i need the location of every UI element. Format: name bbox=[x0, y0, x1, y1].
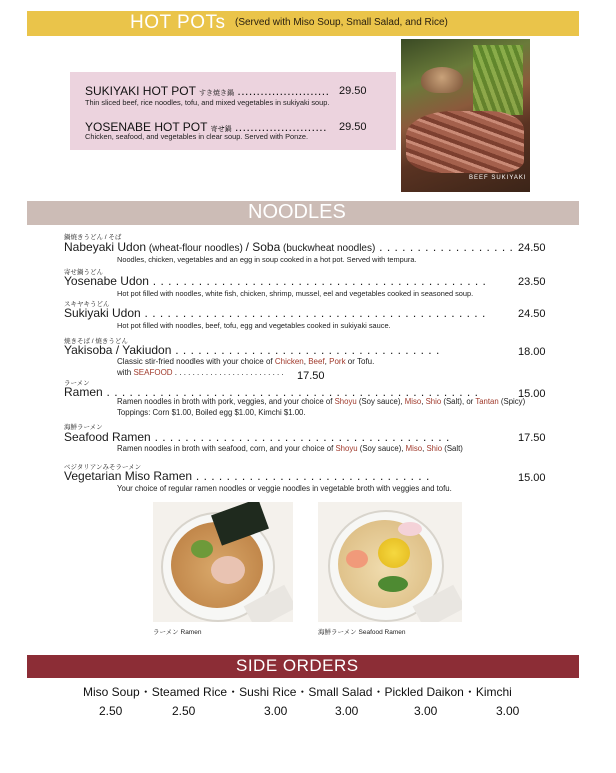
price-seafood-ramen: 17.50 bbox=[518, 432, 546, 444]
yakisoba-seafood-line bbox=[117, 368, 284, 377]
item-jp-sukiyaki: スキヤキうどん bbox=[64, 301, 110, 308]
option-seafood: SEAFOOD bbox=[133, 368, 173, 377]
leader-dots: . . . . . . . . . . . . . . . . . . . . . . . . . . . . . . . . . . . . . . . . . . . . bbox=[148, 274, 487, 288]
item-name: SUKIYAKI HOT POT bbox=[85, 84, 196, 98]
desc-vegetarian-ramen: Your choice of regular ramen noodles or veggie noodles in vegetable broth with veggies and tofu. bbox=[117, 484, 452, 493]
item-name: Ramen bbox=[64, 385, 103, 399]
hot-pots-title: HOT POTs bbox=[130, 12, 226, 33]
noodles-title: NOODLES bbox=[248, 201, 346, 223]
desc-text: Classic stir-fried noodles with your choice of bbox=[117, 357, 275, 366]
option-miso: Miso bbox=[404, 397, 422, 406]
item-jp-yosenabe: 寄せ鍋うどん bbox=[64, 269, 103, 276]
desc-yosenabe-hot-pot: Chicken, seafood, and vegetables in clear soup. Served with Ponze. bbox=[85, 132, 309, 141]
hot-pots-subtitle: (Served with Miso Soup, Small Salad, and Rice) bbox=[235, 17, 448, 28]
price-yakisoba: 18.00 bbox=[518, 346, 546, 358]
desc-sep: , bbox=[422, 444, 427, 453]
desc-yakisoba bbox=[117, 357, 374, 366]
price-yakisoba-seafood: 17.50 bbox=[297, 370, 325, 382]
photo-corn bbox=[378, 538, 410, 568]
photo-vegetables bbox=[473, 45, 523, 115]
seafood-ramen-photo bbox=[318, 502, 462, 622]
ramen-toppings: Toppings: Corn $1.00, Boiled egg $1.00, Kimchi $1.00. bbox=[117, 408, 306, 417]
item-name-soba: / Soba bbox=[245, 240, 281, 254]
leader-dots: . . . . . . . . . . . . . . . . . . . . . . . . . . . . . . . . . . . . . . . . . . . . . bbox=[140, 306, 486, 320]
item-jp-vegetarian-ramen: ベジタリアンみそラーメン bbox=[64, 464, 142, 471]
photo-chashu bbox=[211, 556, 245, 584]
caption-en: Ramen bbox=[180, 629, 202, 636]
desc-seafood-ramen bbox=[117, 444, 463, 453]
desc-sep: , bbox=[421, 397, 426, 406]
ramen-photo-caption bbox=[153, 627, 201, 636]
price-vegetarian-ramen: 15.00 bbox=[518, 472, 546, 484]
item-name: Seafood Ramen bbox=[64, 430, 151, 444]
price-yosenabe-udon: 23.50 bbox=[518, 276, 546, 288]
item-name: Yosenabe Udon bbox=[64, 274, 149, 288]
option-shoyu: Shoyu bbox=[335, 444, 358, 453]
item-jp-seafood-ramen: 海鮮ラーメン bbox=[64, 424, 103, 431]
desc-sep: (Salt), or bbox=[441, 397, 476, 406]
caption-jp: ラーメン bbox=[153, 629, 179, 636]
desc-sukiyaki-udon: Hot pot filled with noodles, beef, tofu, egg and vegetables cooked in sukiyaki sauce. bbox=[117, 321, 391, 330]
photo-beef bbox=[406, 111, 524, 173]
menu-item-vegetarian-miso-ramen bbox=[64, 469, 430, 483]
side-price-miso-soup: 2.50 bbox=[99, 704, 123, 718]
side-orders-items: Miso Soup・Steamed Rice・Sushi Rice・Small Salad・Pickled Daikon・Kimchi bbox=[83, 685, 512, 699]
item-note: (buckwheat noodles) bbox=[280, 243, 376, 254]
side-price-sushi-rice: 3.00 bbox=[264, 704, 288, 718]
side-price-steamed-rice: 2.50 bbox=[172, 704, 196, 718]
item-name: Yakisoba / Yakiudon bbox=[64, 343, 172, 357]
caption-jp: 海鮮ラーメン bbox=[318, 629, 357, 636]
menu-item-sukiyaki-udon bbox=[64, 306, 486, 320]
item-name-jp: 寄せ鍋 bbox=[210, 126, 232, 133]
desc-sep: (Spicy) bbox=[498, 397, 526, 406]
side-price-pickled-daikon: 3.00 bbox=[414, 704, 438, 718]
option-miso: Miso bbox=[405, 444, 423, 453]
menu-item-yakisoba bbox=[64, 343, 440, 357]
item-name: YOSENABE HOT POT bbox=[85, 120, 208, 134]
leader-dots: ........................ bbox=[237, 84, 330, 98]
option-shio: Shio bbox=[426, 444, 443, 453]
leader-dots: . . . . . . . . . . . . . . . . . . . . . . . . . bbox=[172, 368, 284, 377]
price-ramen: 15.00 bbox=[518, 388, 546, 400]
desc-nabeyaki: Noodles, chicken, vegetables and an egg in soup cooked in a hot pot. Served with tempura. bbox=[117, 255, 417, 264]
side-price-kimchi: 3.00 bbox=[496, 704, 520, 718]
menu-item-nabeyaki-udon bbox=[64, 240, 513, 254]
leader-dots: . . . . . . . . . . . . . . . . . . . . . . . . . . . . . . . . . . . . . . . bbox=[150, 430, 450, 444]
photo-shrimp bbox=[346, 550, 368, 568]
side-orders-title: SIDE ORDERS bbox=[236, 656, 359, 675]
option-beef: Beef bbox=[308, 357, 325, 366]
desc-sep: , bbox=[303, 357, 309, 366]
side-price-small-salad: 3.00 bbox=[335, 704, 359, 718]
option-chicken: Chicken bbox=[274, 357, 304, 366]
option-shoyu: Shoyu bbox=[334, 397, 357, 406]
desc-sep: (Salt) bbox=[442, 444, 463, 453]
menu-item-sukiyaki-hot-pot bbox=[85, 84, 329, 98]
item-name: Vegetarian Miso Ramen bbox=[64, 469, 193, 483]
caption-en: Seafood Ramen bbox=[358, 629, 406, 636]
desc-text: Ramen noodles in broth with seafood, corn, and your choice of bbox=[117, 444, 336, 453]
item-name: Nabeyaki Udon bbox=[64, 240, 147, 254]
desc-sep: (Soy sauce), bbox=[356, 397, 405, 406]
leader-dots: . . . . . . . . . . . . . . . . . . . . . . . . . . . . . . . . . . . bbox=[171, 343, 440, 357]
ramen-photo bbox=[153, 502, 293, 622]
price-nabeyaki: 24.50 bbox=[518, 242, 546, 254]
photo-greens bbox=[378, 576, 408, 592]
desc-sep: or bbox=[345, 357, 357, 366]
price-yosenabe-hot-pot: 29.50 bbox=[339, 121, 367, 133]
photo-naruto bbox=[398, 522, 422, 536]
beef-sukiyaki-photo bbox=[401, 39, 530, 192]
photo-greens bbox=[191, 540, 213, 558]
option-shio: Shio bbox=[425, 397, 442, 406]
leader-dots: ........................ bbox=[234, 120, 327, 134]
option-tantan: Tantan bbox=[475, 397, 499, 406]
item-name-jp: すき焼き鍋 bbox=[199, 90, 235, 97]
item-jp-nabeyaki: 鍋焼きうどん / そば bbox=[64, 234, 122, 241]
item-name: Sukiyaki Udon bbox=[64, 306, 141, 320]
desc-yosenabe-udon: Hot pot filled with noodles, white fish, chicken, shrimp, mussel, eel and vegetables cooked in seasoned soup. bbox=[117, 289, 474, 298]
menu-item-seafood-ramen bbox=[64, 430, 450, 444]
leader-dots: . . . . . . . . . . . . . . . . . . . . . . . . . . . . . . . bbox=[192, 469, 430, 483]
price-sukiyaki-hot-pot: 29.50 bbox=[339, 85, 367, 97]
photo-mushroom bbox=[421, 67, 463, 93]
item-note: (wheat-flour noodles) bbox=[146, 243, 246, 254]
option-tofu: Tofu. bbox=[357, 357, 375, 366]
item-jp-ramen: ラーメン bbox=[64, 380, 90, 387]
desc-sep: (Soy sauce), bbox=[357, 444, 406, 453]
seafood-ramen-photo-caption bbox=[318, 627, 405, 636]
leader-dots: . . . . . . . . . . . . . . . . . . . . . . . . . . . . . . . . . . . . . . . . . . . . . . . . . bbox=[102, 385, 479, 399]
desc-ramen bbox=[117, 397, 525, 406]
item-jp-yakisoba: 焼きそば / 焼きうどん bbox=[64, 338, 128, 345]
desc-text: Ramen noodles in broth with pork, veggies, and your choice of bbox=[117, 397, 335, 406]
price-sukiyaki-udon: 24.50 bbox=[518, 308, 546, 320]
photo-caption: BEEF SUKIYAKI bbox=[469, 175, 527, 181]
desc-text: with bbox=[117, 368, 134, 377]
desc-sep: , bbox=[324, 357, 330, 366]
option-pork: Pork bbox=[329, 357, 346, 366]
desc-sukiyaki-hot-pot: Thin sliced beef, rice noodles, tofu, and mixed vegetables in sukiyaki soup. bbox=[85, 98, 330, 107]
leader-dots: . . . . . . . . . . . . . . . . . . bbox=[375, 240, 514, 254]
menu-item-yosenabe-udon bbox=[64, 274, 486, 288]
